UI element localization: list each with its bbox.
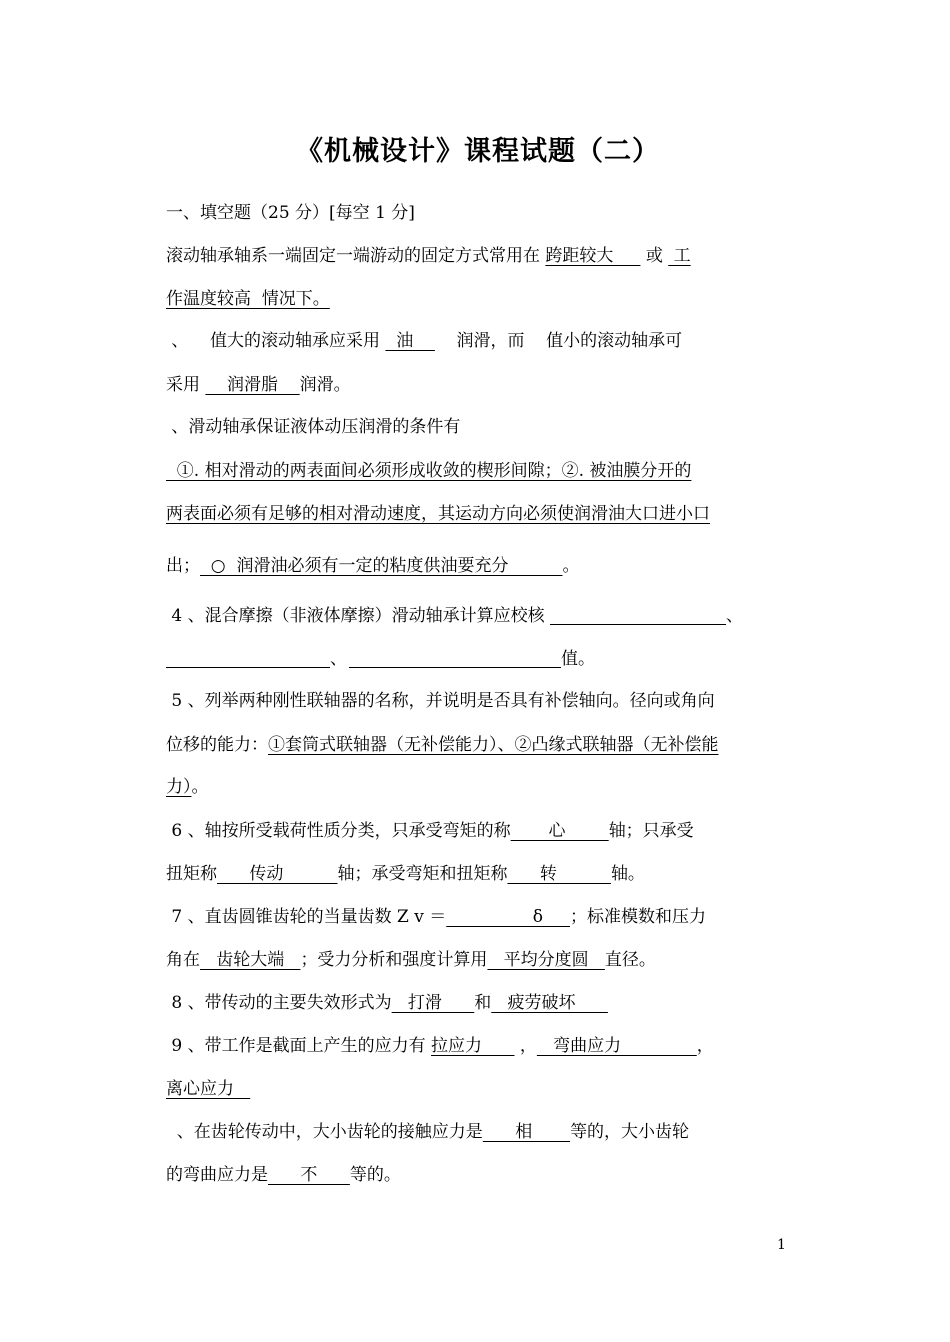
answer-blank: 拉应力 <box>431 1036 515 1056</box>
answer-blank: 跨距较大 <box>545 246 641 266</box>
answer-blank: 齿轮大端 <box>200 950 301 970</box>
question-text: 直径。 <box>604 950 656 970</box>
question-4-line-1 <box>166 608 743 625</box>
question-8-line-1 <box>166 995 608 1012</box>
question-text: ， <box>514 1036 537 1056</box>
answer-blank: 润滑脂 <box>205 375 300 395</box>
answer-blank <box>349 651 561 668</box>
question-text: 润滑。 <box>299 375 351 395</box>
answer-blank: 打滑 <box>391 993 475 1013</box>
question-text: 等的，大小齿轮 <box>570 1122 690 1142</box>
question-text: ；受力分析和强度计算用 <box>300 950 488 970</box>
question-9-line-2: 离心应力 <box>166 1079 251 1099</box>
question-6-line-1 <box>166 823 694 840</box>
question-text: 出； <box>166 556 200 576</box>
answer-blank: 转 <box>507 864 611 884</box>
answer-blank <box>550 608 726 625</box>
question-text: 扭矩称 <box>166 864 217 884</box>
answer-blank: 力） <box>166 777 192 797</box>
question-text: ， <box>696 1036 714 1056</box>
question-text: 滚动轴承轴系一端固定一端游动的固定方式常用在 <box>166 246 546 266</box>
question-text: 轴；只承受 <box>608 821 694 841</box>
question-3-stem: 、滑动轴承保证液体动压润滑的条件有 <box>166 417 461 437</box>
answer-blank: 相 <box>482 1122 571 1142</box>
question-5-line-1: 5 、列举两种刚性联轴器的名称，并说明是否具有补偿轴向。径向或角向 <box>166 691 715 711</box>
answer-blank: 不 <box>268 1165 350 1185</box>
question-3-answer-line-3 <box>166 558 580 575</box>
question-9-line-1 <box>166 1038 714 1055</box>
answer-blank: ①套筒式联轴器（无补偿能力）、②凸缘式联轴器（无补偿能 <box>268 735 719 755</box>
question-text: 采用 <box>166 375 206 395</box>
question-7-line-2 <box>166 952 656 969</box>
answer-blank: 弯曲应力 <box>536 1036 697 1056</box>
question-text: 润滑，而 值小的滚动轴承可 <box>434 331 683 351</box>
question-text: 和 <box>474 993 492 1013</box>
answer-blank: 疲劳破坏 <box>491 993 608 1013</box>
question-text: 轴；承受弯矩和扭矩称 <box>337 864 508 884</box>
answer-blank <box>166 651 330 668</box>
question-1-line-1 <box>166 248 691 265</box>
question-text: 。 <box>562 556 580 576</box>
question-6-line-2 <box>166 866 645 883</box>
section-heading: 一、填空题（25 分）[每空 1 分] <box>166 203 415 223</box>
question-2-line-2 <box>166 377 351 394</box>
question-text: 4 、混合摩擦（非液体摩擦）滑动轴承计算应校核 <box>166 606 551 626</box>
question-text: 6 、轴按所受载荷性质分类，只承受弯矩的称 <box>166 821 511 841</box>
question-text: 的弯曲应力是 <box>166 1165 268 1185</box>
answer-blank: 平均分度圆 <box>487 950 605 970</box>
question-text: 位移的能力： <box>166 735 268 755</box>
question-3-answer-line-2: 两表面必须有足够的相对滑动速度，其运动方向必须使润滑油大口进小口 <box>166 504 710 524</box>
answer-blank: 传动 <box>217 864 338 884</box>
question-text: 、 值大的滚动轴承应采用 <box>166 331 386 351</box>
answer-blank: 油 <box>385 331 435 351</box>
question-text: 8 、带传动的主要失效形式为 <box>166 993 392 1013</box>
question-text: 7 、直齿圆锥齿轮的当量齿数 Z v ＝ <box>166 907 447 927</box>
answer-blank: 工 <box>668 246 691 266</box>
answer-blank: ○ 润滑油必须有一定的粘度供油要充分 <box>200 556 563 576</box>
question-text: 等的。 <box>349 1165 401 1185</box>
question-10-line-2 <box>166 1167 401 1184</box>
answer-blank: 心 <box>510 821 609 841</box>
question-text: ；标准模数和压力 <box>569 907 706 927</box>
question-text: 或 <box>640 246 669 266</box>
question-3-answer-line-1: ①. 相对滑动的两表面间必须形成收敛的楔形间隙；②. 被油膜分开的 <box>166 461 692 481</box>
question-text: 轴。 <box>610 864 645 884</box>
question-text: 、在齿轮传动中，大小齿轮的接触应力是 <box>166 1122 483 1142</box>
question-10-line-1 <box>166 1124 689 1141</box>
answer-blank: δ <box>446 907 570 927</box>
question-7-line-1 <box>166 909 706 926</box>
question-2-line-1 <box>166 333 682 350</box>
page-number: 1 <box>777 1237 786 1253</box>
question-text: 角在 <box>166 950 200 970</box>
question-1-line-2: 作温度较高 情况下。 <box>166 289 330 309</box>
question-text: 9 、带工作是截面上产生的应力有 <box>166 1036 432 1056</box>
question-5-line-2 <box>166 737 719 754</box>
question-text: 值。 <box>561 649 595 669</box>
question-4-line-2 <box>166 651 595 668</box>
page-title: 《机械设计》课程试题（二） <box>296 136 660 167</box>
question-text: 。 <box>191 777 209 797</box>
question-5-line-3 <box>166 779 209 796</box>
question-text: 、 <box>330 649 347 669</box>
question-text: 、 <box>726 606 744 626</box>
